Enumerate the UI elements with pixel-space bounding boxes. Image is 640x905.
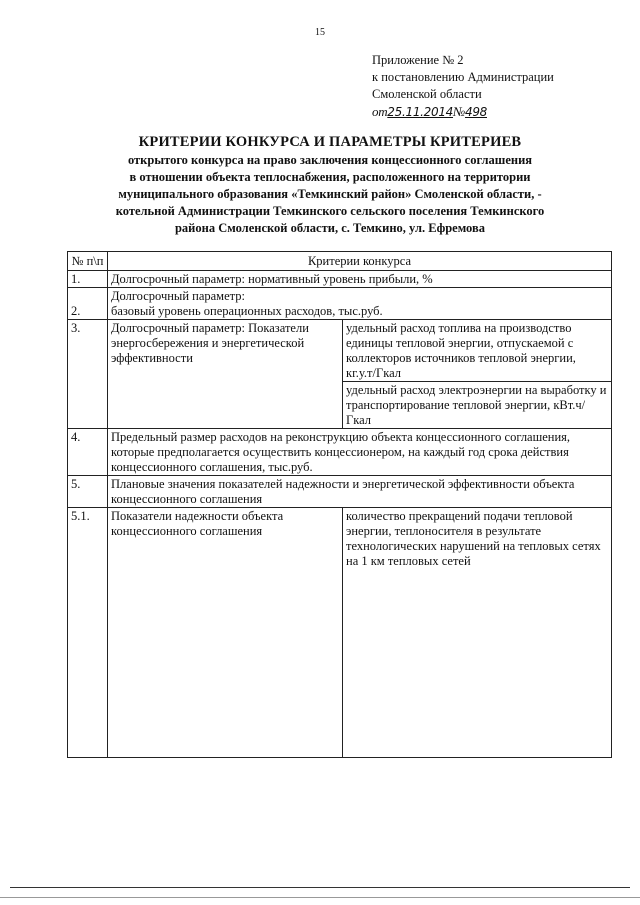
row-1-text: Долгосрочный параметр: нормативный уровень прибыли, % bbox=[108, 271, 612, 288]
row-2-line-1: Долгосрочный параметр: bbox=[111, 289, 245, 303]
number-prefix: № bbox=[453, 104, 465, 119]
title-main: КРИТЕРИИ КОНКУРСА И ПАРАМЕТРЫ КРИТЕРИЕВ bbox=[138, 134, 522, 150]
table-row bbox=[68, 476, 612, 508]
appendix-header bbox=[372, 52, 554, 121]
scan-edge bbox=[0, 897, 640, 898]
row-2-text bbox=[108, 288, 612, 320]
row-4-text: Предельный размер расходов на реконструкцию объекта концессионного соглашения, которые предполагается осуществить концессионером, на каждый год срока действия концессионного соглашения, тыс.руб. bbox=[108, 429, 612, 476]
row-4-num: 4. bbox=[68, 429, 108, 476]
date-prefix: от bbox=[372, 104, 388, 119]
title-line-2: в отношении объекта теплоснабжения, расположенного на территории bbox=[129, 170, 531, 184]
table-row bbox=[68, 429, 612, 476]
row-2-line-2: базовый уровень операционных расходов, тыс.руб. bbox=[111, 304, 383, 318]
table-row bbox=[68, 271, 612, 288]
page-bottom-rule bbox=[10, 887, 630, 888]
criteria-table bbox=[67, 251, 612, 758]
handwritten-date: 25.11.2014 bbox=[387, 105, 454, 119]
appendix-date-number bbox=[372, 103, 554, 121]
row-3-right-1: удельный расход топлива на производство единицы тепловой энергии, отпускаемой с коллекторов источников тепловой энергии, кг.у.т/Гкал bbox=[343, 320, 612, 382]
row-3-left: Долгосрочный параметр: Показатели энергосбережения и энергетической эффективности bbox=[108, 320, 343, 429]
title-line-4: котельной Администрации Темкинского сельского поселения Темкинского bbox=[115, 204, 545, 218]
appendix-title: Приложение № 2 bbox=[372, 53, 464, 67]
appendix-region: Смоленской области bbox=[372, 87, 482, 101]
row-5-num: 5. bbox=[68, 476, 108, 508]
row-3-num: 3. bbox=[68, 320, 108, 429]
row-51-right: количество прекращений подачи тепловой энергии, теплоносителя в результате технологических нарушений на тепловых сетях на 1 км тепловых сетей bbox=[343, 508, 612, 758]
appendix-resolution: к постановлению Администрации bbox=[372, 70, 554, 84]
row-1-num: 1. bbox=[68, 271, 108, 288]
table-row bbox=[68, 320, 612, 382]
row-51-left: Показатели надежности объекта концессионного соглашения bbox=[108, 508, 343, 758]
table-header-row bbox=[68, 252, 612, 271]
table-row bbox=[68, 508, 612, 758]
title-line-1: открытого конкурса на право заключения концессионного соглашения bbox=[127, 153, 533, 167]
row-51-num: 5.1. bbox=[68, 508, 108, 758]
header-criteria: Критерии конкурса bbox=[108, 252, 612, 271]
header-num: № п\п bbox=[68, 252, 108, 271]
document-title bbox=[50, 132, 610, 237]
title-line-3: муниципального образования «Темкинский район» Смоленской области, - bbox=[118, 187, 542, 201]
row-3-right-2: удельный расход электроэнергии на выработку и транспортирование тепловой энергии, кВт.ч/Гкал bbox=[343, 382, 612, 429]
table-row bbox=[68, 288, 612, 320]
row-2-num: 2. bbox=[68, 288, 108, 320]
handwritten-number: 498 bbox=[464, 105, 487, 119]
title-line-5: района Смоленской области, с. Темкино, ул. Ефремова bbox=[174, 221, 486, 235]
row-5-text: Плановые значения показателей надежности и энергетической эффективности объекта концессионного соглашения bbox=[108, 476, 612, 508]
page-number: 15 bbox=[315, 27, 325, 38]
